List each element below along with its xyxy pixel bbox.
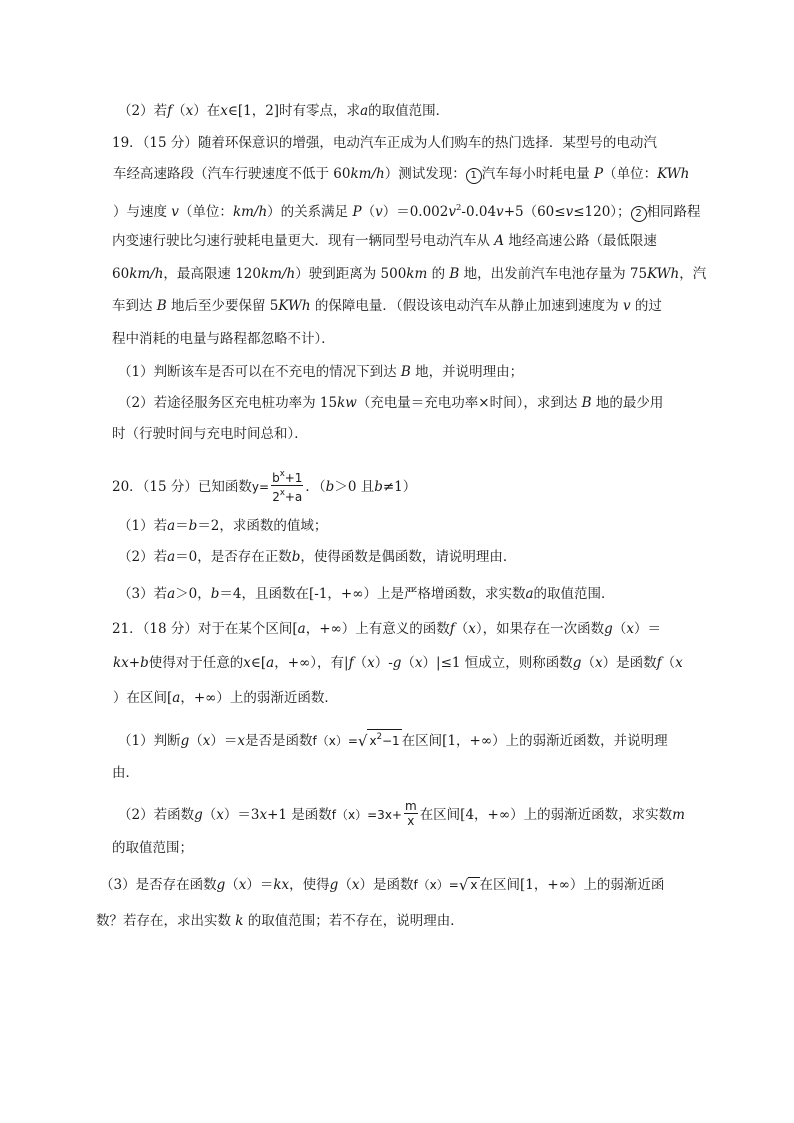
q19-line5 [112, 264, 712, 284]
text: km/h [232, 204, 268, 220]
text: b [210, 586, 220, 602]
text: x [468, 621, 476, 637]
text: v [496, 204, 504, 220]
q19-line1: 19．（15 分）随着环保意识的增强，电动汽车正成为人们购车的热门选择．某型号的电动汽 [112, 135, 657, 151]
q19-line2 [113, 164, 713, 184]
text: ）＝ [633, 621, 661, 637]
text: x [369, 734, 377, 748]
text: （ [225, 877, 239, 893]
text: ）在 [193, 103, 221, 119]
text: x [238, 877, 247, 893]
text: f [449, 621, 455, 637]
numerator [271, 467, 303, 486]
radicand: x [470, 878, 478, 892]
text: x [220, 103, 228, 119]
text: v [448, 204, 456, 220]
text: （1）若 [118, 518, 168, 534]
text: −1 [381, 734, 400, 748]
text: ）在区间[ [113, 690, 173, 706]
text: 的 [431, 266, 446, 282]
text: ＝4，且函数在[-1，+∞）上是严格增函数，求实数 [219, 586, 526, 602]
text: x [626, 621, 634, 637]
text: -0.04 [461, 204, 497, 220]
text: 2 [272, 489, 280, 504]
text: ，使得函数是偶函数，请说明理由． [300, 549, 517, 565]
text: ＞0 且 [334, 479, 375, 495]
text: 汽车每小时耗电量 [481, 166, 590, 182]
q20-part1 [118, 516, 718, 536]
text: x [414, 655, 423, 671]
text: 地，并说明理由； [415, 364, 524, 380]
text: （1）判断该车是否可以在不充电的情况下到达 [118, 364, 397, 380]
text: B [581, 395, 592, 411]
q21-part3 [100, 875, 700, 895]
text: k [235, 913, 244, 929]
text: （ [612, 621, 627, 637]
text: 20．（15 分）已知函数 [112, 479, 252, 495]
fraction [271, 467, 303, 505]
text: x [202, 733, 211, 749]
text: b [140, 655, 149, 671]
text: （2）若途径服务区充电桩功率为 15 [118, 395, 338, 411]
text: 的取值范围；若不存在，说明理由． [247, 913, 464, 929]
q20-stem [112, 467, 712, 507]
text: （2）若 [118, 549, 168, 565]
numerator: m [404, 798, 417, 813]
text: （ [401, 655, 415, 671]
text: ）驶到距离为 500 [295, 266, 407, 282]
text: f [348, 655, 354, 671]
text: x [279, 468, 285, 479]
text: ，汽 [679, 266, 707, 282]
q21-line2 [113, 653, 713, 673]
text: B [400, 364, 411, 380]
text: A [494, 233, 505, 249]
text: ，最高限速 120 [163, 266, 261, 282]
text: ）的关系满足 [267, 204, 349, 220]
denominator: x [407, 813, 415, 828]
text: 内变速行驶比匀速行驶耗电量更大．现有一辆同型号电动汽车从 [112, 233, 490, 249]
text: ）|≤1 恒成立，则称函数 [422, 655, 573, 671]
text: KWh [647, 266, 680, 282]
text: （3）若 [118, 586, 168, 602]
text: m [672, 807, 685, 823]
text: km/h [260, 266, 296, 282]
q21-line3 [113, 688, 713, 708]
text: 地的最少用 [595, 395, 664, 411]
q19-part2 [118, 393, 718, 413]
text: f [167, 103, 173, 119]
text: ＝0，是否存在正数 [175, 549, 292, 565]
text: ，+∞）上有意义的函数 [305, 621, 450, 637]
q20-part3 [118, 584, 718, 604]
q19-line3 [113, 198, 713, 222]
text: KWh [657, 166, 690, 182]
text: ≠1） [382, 479, 417, 495]
text: （ [581, 655, 595, 671]
text: +1 [284, 470, 303, 485]
text: b [291, 549, 301, 565]
text: f（x）=3x+ [331, 808, 402, 822]
text: km [406, 266, 428, 282]
q19-line4 [112, 231, 712, 251]
text: ）- [374, 655, 393, 671]
text: ）＝3 [223, 807, 260, 823]
text: g [329, 877, 339, 893]
text: a [167, 549, 176, 565]
text: g [604, 621, 613, 637]
text: g [194, 807, 203, 823]
text: P [594, 166, 604, 182]
text: P [352, 204, 362, 220]
q21-part2 [118, 797, 718, 833]
text: ≤120）； [573, 204, 631, 220]
text: 是否是函数 [245, 733, 313, 749]
text: ）是函数 [359, 877, 414, 893]
text: g [216, 877, 226, 893]
text: （ [338, 877, 352, 893]
text: （1）判断 [118, 733, 181, 749]
text: a [360, 103, 369, 119]
radicand [367, 729, 401, 748]
text: 在区间[4，+∞）上的弱渐近函数，求实数 [419, 807, 673, 823]
text: 的保障电量．（假设该电动汽车从静止加速到速度为 [314, 298, 619, 314]
text: （ [661, 655, 676, 671]
text: 的取值范围． [368, 103, 450, 119]
text: ∈[ [250, 655, 267, 671]
text: ，使得 [289, 877, 330, 893]
text: 相同路程 [646, 204, 701, 220]
text: （ [202, 807, 217, 823]
text: 60 [112, 266, 130, 282]
q18-part2 [118, 101, 718, 121]
sqrt-expression [459, 875, 480, 895]
text: a [297, 621, 306, 637]
text: （单位： [603, 166, 658, 182]
text: 地，出发前汽车电池存量为 75 [463, 266, 648, 282]
text: b [272, 470, 280, 485]
text: ）＝ [246, 877, 274, 893]
circled-number-1: 1 [466, 168, 482, 184]
q21-part2-line2: 的取值范围； [112, 840, 193, 856]
text: ＝2，求函数的值域； [197, 518, 328, 534]
text: ）＝ [210, 733, 238, 749]
text: B [449, 266, 460, 282]
text: x [259, 807, 268, 823]
text: a [525, 586, 534, 602]
text: kx [273, 877, 290, 893]
text: b [374, 479, 383, 495]
text: ∈[1，2]时有零点，求 [227, 103, 361, 119]
text: ）测试发现： [384, 166, 466, 182]
text: v [622, 298, 631, 314]
text: km/h [350, 166, 385, 182]
text: x [367, 655, 375, 671]
text: x [675, 655, 683, 671]
denominator [271, 486, 303, 505]
text: x [216, 807, 224, 823]
text: （2）若 [118, 103, 168, 119]
text: 车经高速路段（汽车行驶速度不低于 60 [113, 166, 351, 182]
text: x [237, 733, 245, 749]
text: + [128, 655, 141, 671]
text: f [656, 655, 662, 671]
text: ＝ [175, 518, 189, 534]
text: x [594, 655, 603, 671]
text: g [572, 655, 582, 671]
text: 的取值范围． [533, 586, 615, 602]
text: x [185, 103, 194, 119]
text: ＞0， [175, 586, 211, 602]
text: ）是函数 [602, 655, 657, 671]
text: （ [172, 103, 186, 119]
fraction [404, 799, 418, 829]
text: ．（ [305, 479, 326, 495]
text: a [167, 518, 176, 534]
text: KWh [278, 298, 311, 314]
text: 2 [376, 732, 382, 742]
q19-part1 [118, 362, 718, 382]
q21-part1-line2: 由． [112, 765, 139, 781]
text: km/h [129, 266, 164, 282]
text: （ [189, 733, 203, 749]
radical-sign: √ [458, 876, 469, 894]
sqrt-expression [358, 729, 402, 751]
q20-part2 [118, 547, 718, 567]
text: kx [113, 655, 129, 671]
text: y= [251, 480, 270, 494]
text: b [325, 479, 335, 495]
text: f（x）= [413, 878, 459, 892]
text: （ [353, 655, 368, 671]
text: （单位： [178, 204, 233, 220]
text: 2 [456, 203, 462, 213]
text: f（x）= [312, 734, 358, 748]
text: 21．（18 分）对于在某个区间[ [112, 621, 298, 637]
text: +a [284, 489, 303, 504]
text: a [266, 655, 275, 671]
text: x [351, 877, 360, 893]
text: x [243, 655, 251, 671]
radical-sign: √ [357, 732, 368, 750]
text: （ [361, 204, 376, 220]
text: kw [337, 395, 357, 411]
text: 地经高速公路（最低限速 [508, 233, 657, 249]
q19-part2-line2: 时（行驶时间与充电时间总和）． [112, 426, 308, 442]
text: +1 是函数 [267, 807, 332, 823]
text: g [180, 733, 190, 749]
text: B [156, 298, 167, 314]
text: a [167, 586, 176, 602]
q21-part1 [118, 729, 718, 751]
text: ），如果存在一次函数 [475, 621, 605, 637]
text: v [565, 204, 574, 220]
text: 数？若存在，求出实数 [96, 913, 231, 929]
text: （ [454, 621, 469, 637]
text: （3）是否存在函数 [100, 877, 217, 893]
text: （充电量＝充电功率×时间），求到达 [356, 395, 578, 411]
circled-number-2: 2 [631, 206, 647, 222]
text: 车到达 [112, 298, 153, 314]
text: ，+∞），有| [274, 655, 349, 671]
text: 在区间[1，+∞）上的弱渐近函 [479, 877, 665, 893]
text: g [392, 655, 402, 671]
text: a [172, 690, 181, 706]
q21-part3-line2 [96, 911, 696, 931]
text: b [188, 518, 198, 534]
text: v [375, 204, 383, 220]
text: x [279, 487, 285, 498]
text: 在区间[1，+∞）上的弱渐近函数，并说明理 [401, 733, 668, 749]
q19-line7: 程中消耗的电量与路程都忽略不计）． [112, 331, 335, 347]
text: （2）若函数 [118, 807, 195, 823]
q21-line1 [112, 619, 712, 639]
text: 的过 [634, 298, 662, 314]
text: ）＝0.002 [382, 204, 449, 220]
text: +5（60≤ [503, 204, 566, 220]
text: 使得对于任意的 [148, 655, 244, 671]
text: ，+∞）上的弱渐近函数． [180, 690, 338, 706]
text: 地后至少要保留 5 [171, 298, 279, 314]
q19-line6 [112, 296, 712, 316]
text: ）与速度 [113, 204, 167, 220]
text: v [171, 204, 179, 220]
